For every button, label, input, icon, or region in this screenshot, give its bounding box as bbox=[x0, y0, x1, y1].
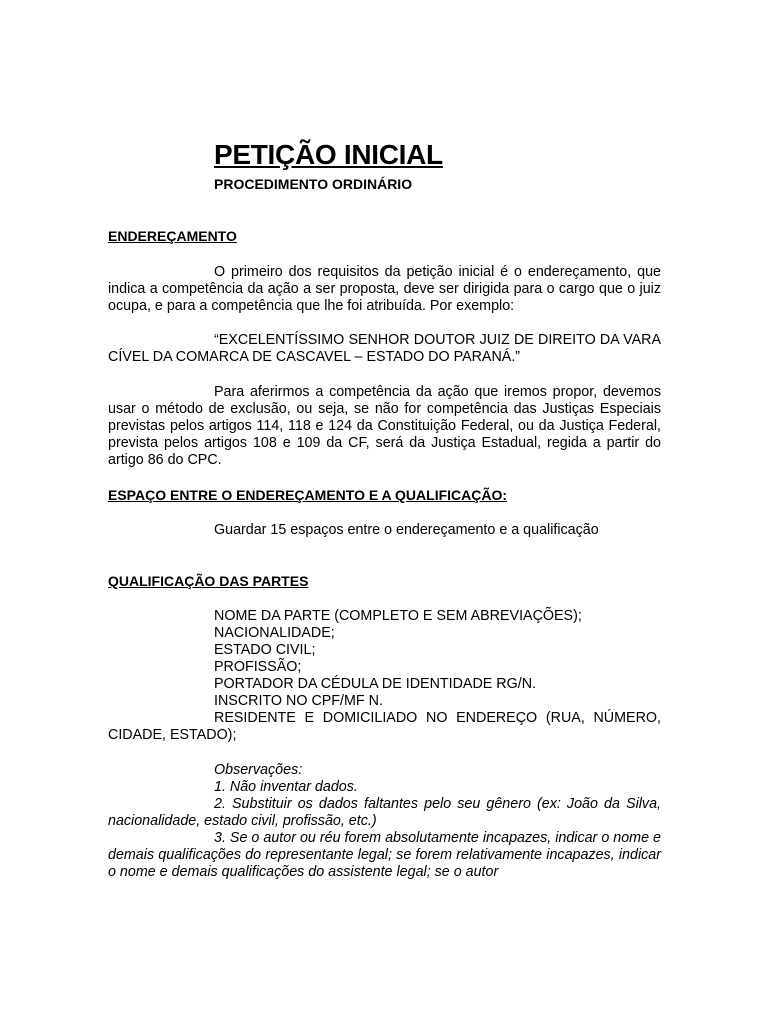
paragraph-espaco: Guardar 15 espaços entre o endereçamento e a qualificação bbox=[214, 522, 599, 538]
observacao-item: 3. Se o autor ou réu forem absolutamente incapazes, indicar o nome e demais qualificações do representante legal; se forem relativamente incapazes, indicar o nome e demais qualificações do assistente legal; se o autor bbox=[108, 830, 661, 880]
qualificacao-item: PROFISSÃO; bbox=[214, 659, 302, 675]
observacao-item: 2. Substituir os dados faltantes pelo seu gênero (ex: João da Silva, nacionalidade, estado civil, profissão, etc.) bbox=[108, 796, 661, 829]
qualificacao-item: NACIONALIDADE; bbox=[214, 625, 335, 641]
qualificacao-item: INSCRITO NO CPF/MF N. bbox=[214, 693, 383, 709]
paragraph-enderecamento-example: “EXCELENTÍSSIMO SENHOR DOUTOR JUIZ DE DIREITO DA VARA CÍVEL DA COMARCA DE CASCAVEL – ESTADO DO PARANÁ.” bbox=[108, 332, 661, 365]
document-title: PETIÇÃO INICIAL bbox=[214, 139, 443, 170]
paragraph-enderecamento-competencia: Para aferirmos a competência da ação que iremos propor, devemos usar o método de exclusão, ou seja, se não for competência das Justiças Especiais previstas pelos artigos 114, 118 e 124 da Constituição Federal, ou da Justiça Federal, prevista pelos artigos 108 e 109 da CF, será da Justiça Estadual, regida a partir do artigo 86 do CPC. bbox=[108, 384, 661, 468]
observacoes-title: Observações: bbox=[214, 762, 303, 778]
qualificacao-item: PORTADOR DA CÉDULA DE IDENTIDADE RG/N. bbox=[214, 676, 537, 692]
section-heading-espaco: ESPAÇO ENTRE O ENDEREÇAMENTO E A QUALIFICAÇÃO: bbox=[108, 487, 508, 503]
observacao-item: 1. Não inventar dados. bbox=[214, 779, 358, 795]
section-heading-qualificacao: QUALIFICAÇÃO DAS PARTES bbox=[108, 573, 309, 589]
section-heading-enderecamento: ENDEREÇAMENTO bbox=[108, 228, 237, 244]
qualificacao-item: ESTADO CIVIL; bbox=[214, 642, 316, 658]
qualificacao-residente: RESIDENTE E DOMICILIADO NO ENDEREÇO (RUA, NÚMERO, CIDADE, ESTADO); bbox=[108, 710, 661, 743]
paragraph-enderecamento-intro: O primeiro dos requisitos da petição inicial é o endereçamento, que indica a competência da ação a ser proposta, deve ser dirigida para o cargo que o juiz ocupa, e para a competência que lhe foi atribuída. Por exemplo: bbox=[108, 264, 661, 314]
qualificacao-item: NOME DA PARTE (COMPLETO E SEM ABREVIAÇÕES); bbox=[214, 608, 582, 624]
document-subtitle: PROCEDIMENTO ORDINÁRIO bbox=[214, 176, 413, 192]
